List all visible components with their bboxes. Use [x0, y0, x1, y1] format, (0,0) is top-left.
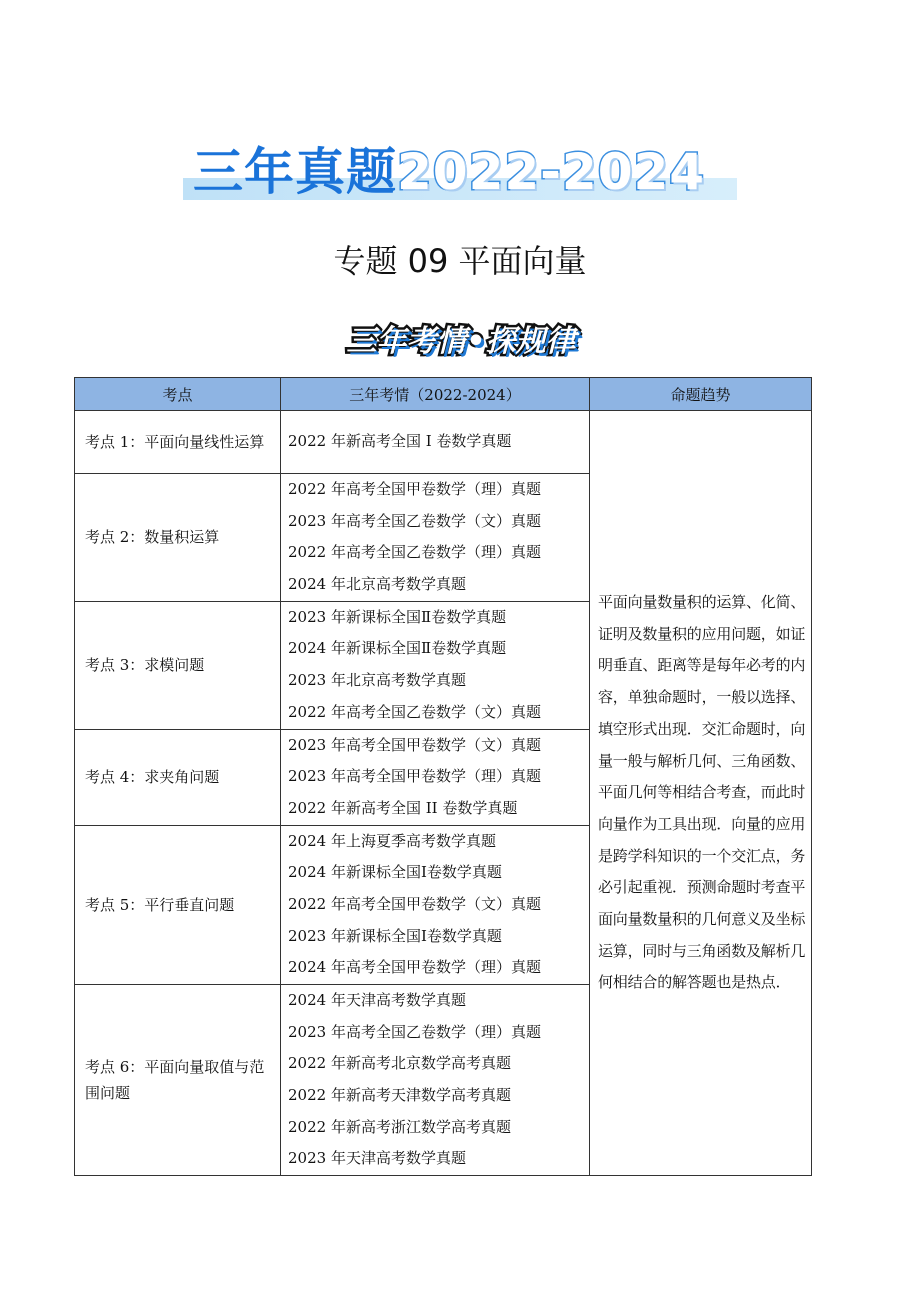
year-item: 2024 年上海夏季高考数学真题: [288, 831, 496, 850]
subject-title: 专题 09 平面向量: [333, 242, 587, 280]
year-item: 2022 年新高考全国 II 卷数学真题: [288, 798, 518, 817]
topic-cell: 考点 4：求夹角问题: [75, 729, 281, 825]
years-cell: [281, 474, 590, 602]
year-item: 2022 年高考全国乙卷数学（文）真题: [288, 702, 541, 721]
title-banner: [183, 138, 737, 206]
year-item: 2023 年新课标全国Ⅰ卷数学真题: [288, 926, 502, 945]
section-heading-banner: [318, 318, 604, 366]
year-item: 2023 年北京高考数学真题: [288, 671, 466, 690]
year-item: 2024 年高考全国甲卷数学（理）真题: [288, 958, 541, 977]
trend-cell: 平面向量数量积的运算、化简、证明及数量积的应用问题，如证明垂直、距离等是每年必考的内容，单独命题时，一般以选择、填空形式出现．交汇命题时，向量一般与解析几何、三角函数、平面几何等相结合考查，而此时向量作为工具出现．向量的应用是跨学科知识的一个交汇点，务必引起重视．预测命题时考查平面向量数量积的几何意义及坐标运算，同时与三角函数及解析几何相结合的解答题也是热点．: [590, 411, 812, 1176]
topic-cell: 考点 2：数量积运算: [75, 474, 281, 602]
years-cell: [281, 729, 590, 825]
year-item: 2024 年新课标全国Ⅰ卷数学真题: [288, 863, 502, 882]
year-item: 2023 年高考全国甲卷数学（理）真题: [288, 767, 541, 786]
table-row: [75, 411, 812, 474]
year-item: 2022 年新高考北京数学高考真题: [288, 1054, 511, 1073]
years-cell: [281, 411, 590, 474]
header-trend: 命题趋势: [590, 378, 812, 411]
section-heading: 三年考情•探规律: [346, 324, 576, 359]
years-cell: [281, 825, 590, 984]
year-item: 2022 年新高考浙江数学高考真题: [288, 1117, 511, 1136]
years-cell: [281, 601, 590, 729]
banner-title: [193, 138, 705, 206]
header-topic: 考点: [75, 378, 281, 411]
year-item: 2022 年新高考全国 I 卷数学真题: [288, 432, 512, 451]
exam-topics-table: [74, 377, 812, 1176]
year-item: 2023 年天津高考数学真题: [288, 1149, 466, 1168]
year-item: 2022 年新高考天津数学高考真题: [288, 1086, 511, 1105]
header-years: 三年考情（2022-2024）: [281, 378, 590, 411]
year-item: 2024 年新课标全国Ⅱ卷数学真题: [288, 639, 507, 658]
year-item: 2023 年高考全国甲卷数学（文）真题: [288, 735, 541, 754]
topic-cell: 考点 5：平行垂直问题: [75, 825, 281, 984]
topic-cell: 考点 3：求模问题: [75, 601, 281, 729]
year-item: 2022 年高考全国甲卷数学（文）真题: [288, 894, 541, 913]
year-item: 2024 年北京高考数学真题: [288, 575, 466, 594]
year-item: 2023 年高考全国乙卷数学（理）真题: [288, 1022, 541, 1041]
table-header-row: [75, 378, 812, 411]
topic-cell: 考点 1：平面向量线性运算: [75, 411, 281, 474]
year-item: 2023 年新课标全国Ⅱ卷数学真题: [288, 607, 507, 626]
years-cell: [281, 985, 590, 1176]
banner-title-cn: 三年真题: [193, 143, 397, 201]
year-item: 2022 年高考全国甲卷数学（理）真题: [288, 480, 541, 498]
banner-title-years: 2022-2024: [397, 143, 706, 201]
year-item: 2024 年天津高考数学真题: [288, 991, 466, 1009]
year-item: 2022 年高考全国乙卷数学（理）真题: [288, 543, 541, 562]
year-item: 2023 年高考全国乙卷数学（文）真题: [288, 511, 541, 530]
topic-cell: 考点 6：平面向量取值与范围问题: [75, 985, 281, 1176]
